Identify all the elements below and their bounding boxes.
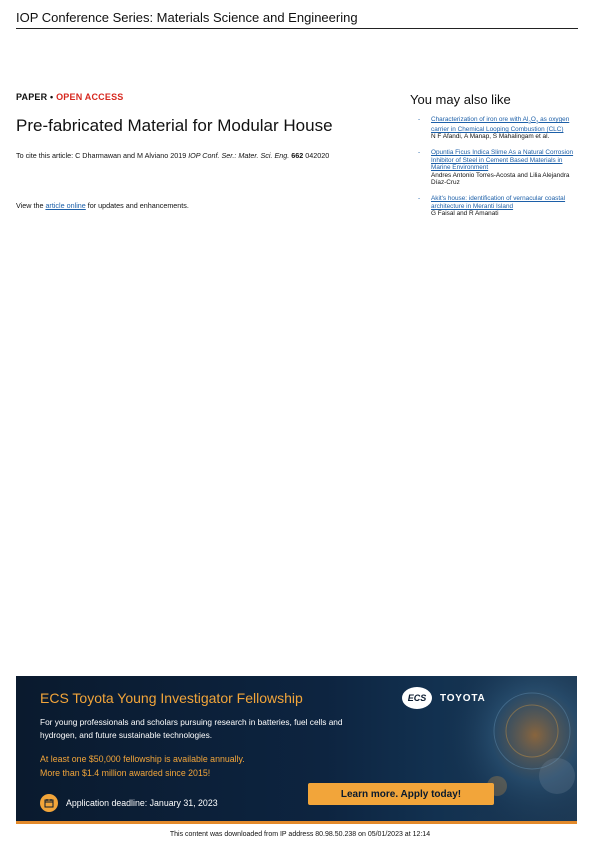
related-article-authors: Andres Antonio Torres-Acosta and Lilia Alejandra Díaz-Cruz [431, 171, 570, 187]
related-title-start: Characterization of iron ore with Al [431, 116, 529, 123]
citation-prefix: To cite this article: C Dharmawan and M Alviano 2019 [16, 151, 189, 160]
list-dash: - [418, 149, 421, 157]
related-article-link[interactable]: Akit's house: identification of vernacular coastal architecture in Meranti Island [431, 195, 566, 210]
citation-line [16, 151, 329, 160]
ad-title: ECS Toyota Young Investigator Fellowship [40, 690, 303, 706]
sponsor-logos [402, 687, 486, 709]
ecs-logo: ECS [402, 687, 432, 709]
ad-highlight [40, 752, 350, 780]
related-article-authors: N F Afandi, A Manap, S Mahalingam et al. [431, 133, 550, 141]
view-online-line [16, 201, 189, 210]
open-access-label: OPEN ACCESS [56, 92, 124, 102]
citation-journal: IOP Conf. Ser.: Mater. Sci. Eng. [188, 151, 290, 160]
related-article-link[interactable] [431, 116, 575, 133]
related-article-link[interactable]: Opuntia Ficus Indica Slime As a Natural Corrosion Inhibitor of Steel in Cement Based Materials in Marine Environment [431, 149, 574, 172]
paper-type-separator: • [47, 92, 57, 102]
related-article [418, 116, 575, 141]
subscript: 3 [535, 119, 539, 125]
citation-volume: 662 [291, 151, 304, 160]
learn-more-apply-button[interactable]: Learn more. Apply today! [308, 783, 494, 805]
ad-description: For young professionals and scholars pursuing research in batteries, fuel cells and hydrogen, and future sustainable technologies. [40, 717, 343, 740]
ad-highlight-line-2: More than $1.4 million awarded since 2015! [40, 768, 211, 778]
ad-deadline-text: Application deadline: January 31, 2023 [66, 798, 218, 808]
download-footer-note: This content was downloaded from IP address 80.98.50.238 on 05/01/2023 at 12:14 [169, 831, 431, 838]
citation-article: 042020 [305, 151, 330, 160]
article-online-link[interactable]: article online [45, 201, 86, 210]
paper-title: Pre-fabricated Material for Modular House [16, 116, 333, 135]
list-dash: - [418, 116, 421, 123]
list-dash: - [418, 195, 421, 203]
ad-bottom-accent-line [16, 821, 577, 824]
toyota-logo: TOYOTA [440, 692, 486, 704]
related-article-authors: G Faisal and R Amanati [431, 210, 499, 218]
related-article [418, 195, 575, 218]
ecs-toyota-ad-banner[interactable] [16, 676, 577, 824]
you-may-also-like-heading: You may also like [410, 92, 511, 107]
subscript: 2 [528, 119, 531, 125]
ad-highlight-line-1: At least one $50,000 fellowship is available annually. [40, 754, 245, 764]
related-title-mid: O [530, 116, 536, 123]
view-online-prefix: View the [16, 201, 46, 210]
ad-deadline [40, 794, 218, 812]
paper-type-line [16, 92, 124, 102]
paper-type-label: PAPER [16, 92, 48, 102]
related-article [418, 149, 575, 187]
calendar-icon [40, 794, 58, 812]
journal-header: IOP Conference Series: Materials Science and Engineering [16, 10, 578, 29]
related-title-end: as oxygen carrier in Chemical Looping Combustion (CLC) [431, 116, 570, 133]
related-articles-list [418, 116, 575, 226]
view-online-suffix: for updates and enhancements. [85, 201, 189, 210]
